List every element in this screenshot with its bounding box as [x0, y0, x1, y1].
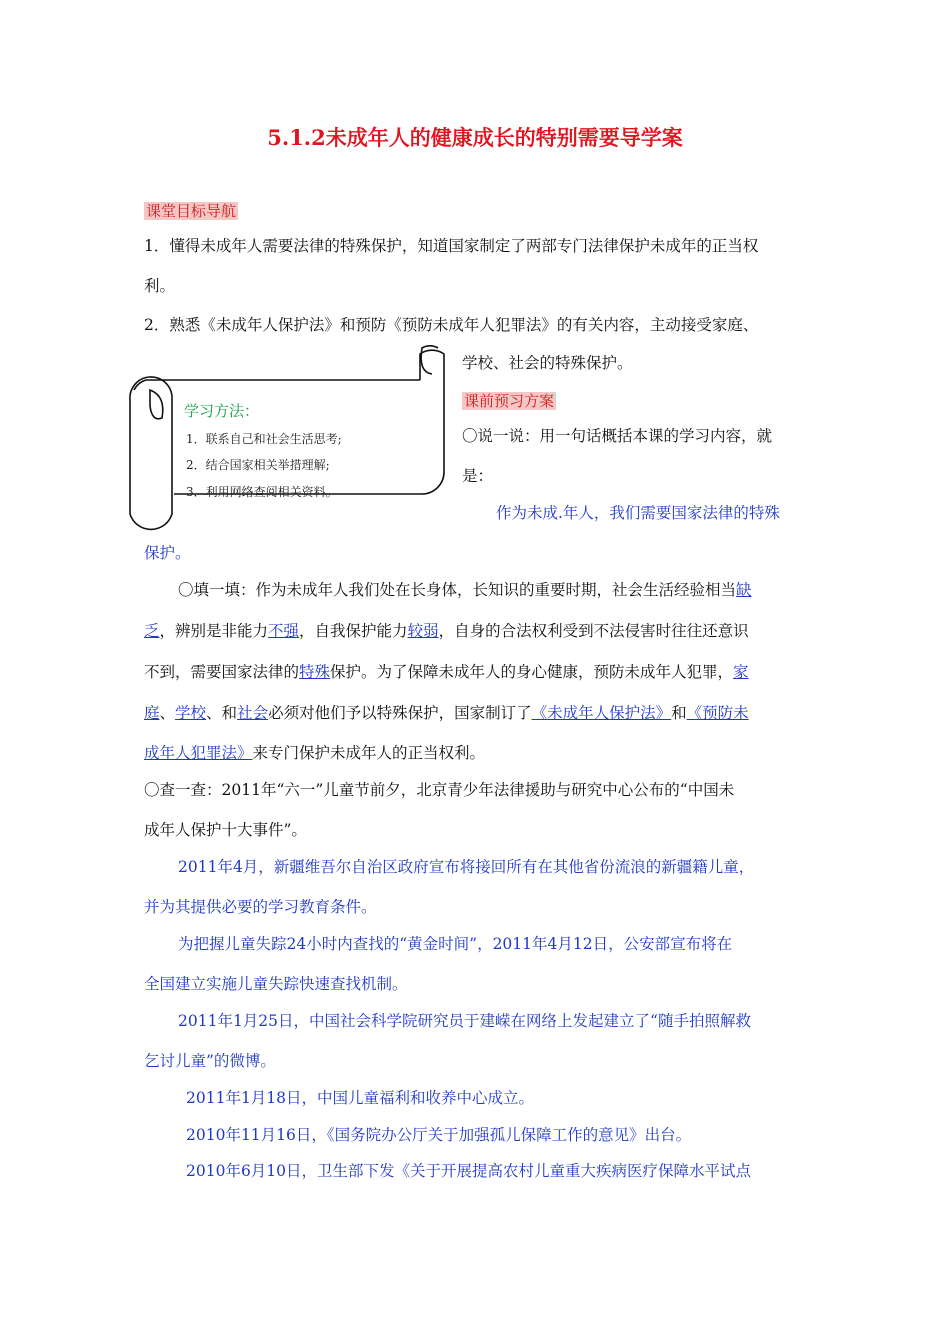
fill-answer: 不强 — [268, 622, 300, 640]
fill-answer: 《未成年人保护法》 — [531, 704, 672, 722]
fill-answer: 特殊 — [299, 663, 331, 681]
fill-text: ，自身的合法权利受到不法侵害时往往还意识 — [438, 622, 749, 640]
fill-text: 、和 — [206, 704, 238, 722]
scroll-item-1: 1．联系自己和社会生活思考; — [186, 432, 342, 446]
fill-line-1 — [178, 580, 752, 600]
fill-answer: 较弱 — [407, 622, 439, 640]
event-4: 2011年1月18日，中国儿童福利和收养中心成立。 — [186, 1089, 535, 1107]
fill-text: 保护。为了保障未成年人的身心健康，预防未成年人犯罪， — [330, 663, 734, 681]
event-2-line-1: 为把握儿童失踪24小时内查找的“黄金时间”，2011年4月12日，公安部宣布将在 — [178, 935, 733, 953]
page-title: 5.1.2未成年人的健康成长的特别需要导学案 — [267, 125, 683, 150]
scroll-item-3: 3．利用网络查阅相关资料。 — [186, 485, 338, 499]
event-2-line-2: 全国建立实施儿童失踪快速查找机制。 — [144, 975, 408, 993]
fill-answer: 学校 — [175, 704, 207, 722]
fill-text: 不到，需要国家法律的 — [144, 663, 300, 681]
fill-line-2 — [144, 621, 749, 641]
fill-text: 必须对他们予以特殊保护，国家制订了 — [268, 704, 532, 722]
fill-line-5 — [144, 743, 485, 763]
fill-line-4 — [144, 703, 749, 723]
fill-text: 〇填一填：作为未成年人我们处在长身体，长知识的重要时期，社会生活经验相当 — [178, 581, 737, 599]
say-prompt-line-1: 〇说一说：用一句话概括本课的学习内容，就 — [462, 427, 773, 445]
event-1-line-1: 2011年4月，新疆维吾尔自治区政府宣布将接回所有在其他省份流浪的新疆籍儿童， — [178, 858, 755, 876]
fill-line-3 — [144, 662, 749, 682]
fill-answer: 庭 — [144, 704, 160, 722]
fill-answer: 成年人犯罪法》 — [144, 744, 253, 762]
section-label-goals — [144, 200, 238, 221]
event-6: 2010年6月10日，卫生部下发《关于开展提高农村儿童重大疾病医疗保障水平试点 — [186, 1162, 752, 1180]
check-line-1: 〇查一查：2011年“六一”儿童节前夕，北京青少年法律援助与研究中心公布的“中国未 — [144, 781, 735, 799]
scroll-item-2: 2．结合国家相关举措理解; — [186, 458, 330, 472]
event-1-line-2: 并为其提供必要的学习教育条件。 — [144, 898, 377, 916]
fill-text: ，自我保护能力 — [299, 622, 408, 640]
goal-1-line-2: 利。 — [144, 277, 176, 295]
event-5: 2010年11月16日，《国务院办公厅关于加强孤儿保障工作的意见》出台。 — [186, 1126, 692, 1144]
section-label-preview — [462, 390, 556, 411]
scroll-title: 学习方法： — [184, 402, 260, 420]
check-line-2: 成年人保护十大事件”。 — [144, 821, 307, 839]
fill-text: 、 — [159, 704, 176, 722]
fill-answer: 家 — [733, 663, 749, 681]
section-label-goals-text: 课堂目标导航 — [146, 202, 237, 220]
goal-1-line-1: 1．懂得未成年人需要法律的特殊保护，知道国家制定了两部专门法律保护未成年的正当权 — [144, 237, 759, 255]
fill-text: ，辨别是非能力 — [159, 622, 269, 640]
say-answer-line-1: 作为未成.年人，我们需要国家法律的特殊 — [496, 504, 780, 522]
event-3-line-1: 2011年1月25日，中国社会科学院研究员于建嵘在网络上发起建立了“随手拍照解救 — [178, 1012, 751, 1030]
goal-2-line-2: 学校、社会的特殊保护。 — [462, 354, 633, 372]
event-3-line-2: 乞讨儿童”的微博。 — [144, 1052, 276, 1070]
fill-answer: 《预防未 — [686, 704, 749, 722]
fill-text: 来专门保护未成年人的正当权利。 — [252, 744, 486, 762]
fill-answer: 乏 — [144, 622, 160, 640]
fill-answer: 社会 — [237, 704, 269, 722]
section-label-preview-text: 课前预习方案 — [464, 392, 555, 410]
goal-2-line-1: 2．熟悉《未成年人保护法》和预防《预防未成年人犯罪法》的有关内容，主动接受家庭、 — [144, 316, 759, 334]
say-prompt-line-2: 是： — [462, 467, 494, 485]
say-answer-line-2: 保护。 — [144, 544, 191, 562]
fill-text: 和 — [671, 704, 687, 722]
fill-answer: 缺 — [736, 581, 752, 599]
